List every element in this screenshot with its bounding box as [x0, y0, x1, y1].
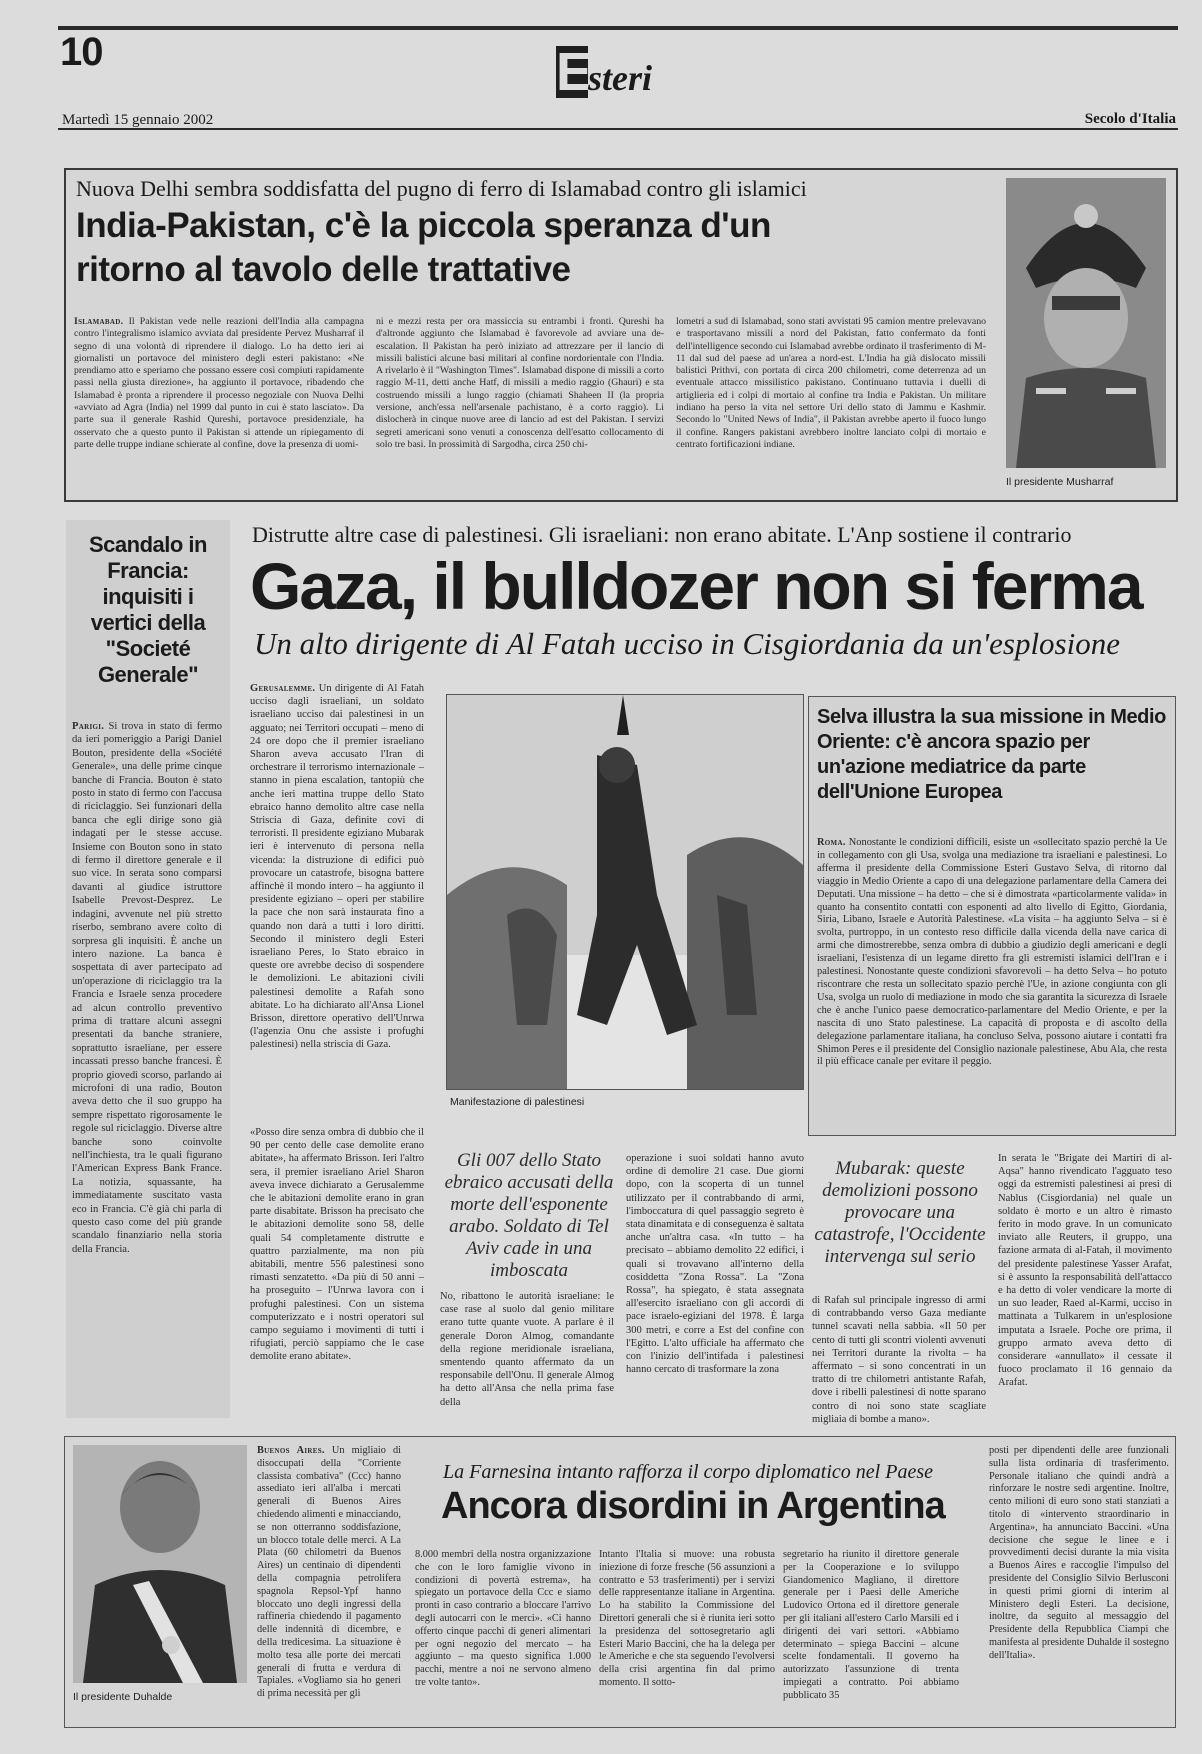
india-headline: India-Pakistan, c'è la piccola speranza d'un ritorno al tavolo delle trattative	[76, 206, 771, 289]
france-dateline: Parigi.	[72, 721, 105, 732]
gaza-pull-quote: Gli 007 dello Stato ebraico accusati della morte dell'esponente arabo. Soldato di Tel Aviv cade in una imboscata	[444, 1150, 614, 1281]
india-col-2: ni e mezzi resta per ora massiccia su entrambi i fronti. Qureshi ha d'altronde aggiunto che Islamabad è favorevole ad avviare una de-escalation. Il Pakistan ha però iniziato ad attrezzare per il lancio di missili balistici alcune basi militari al confine nordorientale con l'India. A rivelarlo è il "Washington Times". Islamabad dispone di missili a corto raggio M-11, detti anche Hatf, di missili a medio raggio (Ghauri) e sta costruendo missili a lungo raggio (chiamati Shaheen II (la propria versione, anch'essa nell'arsenale pachistano, è a corto raggio). Li dislocherà in cinque nuove aree di lancio ad est del Pakistan. I servizi segreti americani sono venuti a conoscenza dell'esatto collocamento di solo tre basi. In prossimità di Sargodha, circa 250 chi-	[376, 316, 664, 450]
selva-dateline: Roma.	[817, 837, 846, 848]
india-dateline: Islamabad.	[74, 316, 124, 327]
duhalde-caption: Il presidente Duhalde	[73, 1691, 173, 1703]
argentina-col-3: Intanto l'Italia si muove: una robusta iniezione di forze fresche (56 assunzioni a contratto e 53 trasferimenti) per i servizi delle rappresentanze italiane in Argentina. Lo ha stabilito la Commissione del Direttori generali che si è riunita ieri sotto la presidenza del sottosegretario agli Esteri Mario Baccini, che ha la delega per le Americhe e che sta seguendo l'evolversi della crisi argentina fin dal primo momento. Il sotto-	[599, 1549, 775, 1688]
argentina-col-2: 8.000 membri della nostra organizzazione che con le loro famiglie vivono in condizioni di povertà estrema», ha spiegato un portavoce della Ccc e siamo pronti in caso contrario a bloccare l'arrivo degli autocarri con le merci». «Ci hanno offerto cinque pacchi di generi alimentari per ogni negozio del mercato – ha aggiunto – ma questo significa 1.000 pacchi, mentre a noi ne servono almeno tre volte tanto».	[415, 1549, 591, 1688]
section-title	[556, 42, 653, 102]
al-aqsa-text: In serata le "Brigate dei Martiri di al-Aqsa" hanno rivendicato l'agguato teso oggi da estremisti palestinesi ai presi di Nablus (Cisgiordania) nel quale un soldato è morto e un altro è rimasto ferito in modo grave. In un comunicato inviato alle Reuters, il gruppo, una fazione armata di al-Fatah, il movimento del presidente palestinese Yasser Arafat, si è assunto la responsabilità dell'attacco e ha detto di voler vendicare la morte di un suo leader, Raed al-Karmi, ucciso in mattinata a Tulkarem in un'esplosione imputata a Israele. Poche ore prima, il gruppo armato aveva detto di considerare «annullato» il cessate il fuoco proclamato il 16 gennaio da Arafat.	[998, 1153, 1172, 1389]
gaza-headline: Gaza, il bulldozer non si ferma	[250, 549, 1142, 623]
duhalde-portrait-illustration	[73, 1445, 247, 1683]
france-text: Parigi. Si trova in stato di fermo da ieri pomeriggio a Parigi Daniel Bouton, presidente della «Société Generale», una delle prime cinque banche di Francia. Bouton è stato posto in stato di fermo con l'accusa di riciclaggio. Sei funzionari della banca che egli dirige sono già indagati per le stesse accuse. Insieme con Bouton sono in stato di fermo il direttore generale e il suo vice. In serata sono comparsi davanti al giudice istruttore Isabelle Prevost-Desprez. Le indagini, avvenute nel più stretto riserbo, sembrano avere colto di sorpresa gli inquisiti. È anche un intero nazione. La banca è sospettata di aver partecipato ad un'operazione di riciclaggio tra la Francia e Israele senza procedere ad alcun controllo preventivo prima di trattare alcuni assegni presentati da banche straniere, soprattutto israeliane, per essere incassati presso banche francesi. È proprio giovedì scorso, parlando ai microfoni di una radio, Bouton aveva detto che il suo gruppo ha sempre rispettato rigorosamente le regole sul riciclaggio. Diverse altre banche sono coinvolte nell'inchiesta, tra le quali figurano l'American Express Bank France. La notizia, squassante, ha immediatamente suscitato vasta eco in Francia. C'è già chi parla di questo caso come del più grande scandalo finanziario nella storia della Francia.	[72, 721, 222, 1255]
mubarak-pull-quote: Mubarak: queste demolizioni possono provocare una catastrofe, l'Occidente intervenga sul serio	[814, 1158, 986, 1267]
newspaper-name: Secolo d'Italia	[1084, 111, 1176, 127]
gaza-dateline: Gerusalemme.	[250, 683, 316, 694]
masthead-top-rule	[58, 26, 1178, 30]
page-number: 10	[60, 30, 103, 74]
selva-headline: Selva illustra la sua missione in Medio Oriente: c'è ancora spazio per un'azione mediatrice da parte dell'Unione Europea	[817, 706, 1166, 803]
india-col-3: lometri a sud di Islamabad, sono stati avvistati 95 camion mentre prelevavano e trasportavano missili a nord del Pakistan, fatto confermato da fonti dell'intelligence secondo cui Islamabad avrebbe ordinato il trasferimento di M-11 dal sud del paese ad un'area a nord-est. L'India ha già dislocato missili balistici Prithvi, con portata di circa 200 chilometri, come deterrenza ad un eventuale attacco missilistico pakistano. Continuano tuttavia i duelli di artiglieria ed i colpi di mortaio al confine tra India e Pakistan. Un militare indiano ha perso la vita nel settore Uri dello stato di Jammu e Kashmir. Secondo lo "United News of India", il Pakistan avrebbe aperto il fuoco lungo il confine. Rangers pakistani avrebbero inoltre lanciato colpi di mortaio e centrato fortificazioni indiane.	[676, 316, 986, 450]
gaza-kicker: Distrutte altre case di palestinesi. Gli israeliani: non erano abitate. L'Anp sostiene il contrario	[252, 522, 1072, 547]
gaza-subheadline: Un alto dirigente di Al Fatah ucciso in Cisgiordania da un'esplosione	[254, 626, 1120, 661]
gaza-col-2: No, ribattono le autorità israeliane: le case rase al suolo dal genio militare erano tutte quante vuote. A parlare è il generale Doron Almog, comandante della regione meridionale israeliana, smentendo quanto affermato da un responsabile dell'Onu. Il generale Almog ha detto all'Ansa che nella prima fase della	[440, 1291, 614, 1408]
mubarak-section	[808, 1146, 1174, 1425]
musharraf-portrait-illustration	[1006, 178, 1166, 468]
france-sidebar	[66, 520, 230, 1418]
musharraf-caption: Il presidente Musharraf	[1006, 476, 1114, 488]
demonstration-caption: Manifestazione di palestinesi	[450, 1096, 585, 1108]
gaza-col-1b: «Posso dire senza ombra di dubbio che il 90 per cento delle case demolite erano abitate», ha affermato Brisson. Ieri l'altro sera, il premier israeliano Ariel Sharon aveva invece dichiarato a Gerusalemme che le abitazioni demolite erano in gran parte disabitate. Brisson ha precisato che le abitazioni demolite sono 58, delle quali 54 completamente distrutte e quattro parzialmente, ma non più abitabili, mentre 556 palestinesi sono rimasti senzatetto. «Da più di 50 anni – ha proseguito – l'Unrwa lavora con i profughi palestinesi. Con un sistema computerizzato e i nostri operatori sul campo seguiamo i movimenti di tutti i rifugiati, perciò sappiamo che le case demolite erano abitate».	[250, 1127, 424, 1363]
section-initial: E	[556, 42, 593, 102]
argentina-headline: Ancora disordini in Argentina	[441, 1485, 945, 1527]
india-col-1: Islamabad. Il Pakistan vede nelle reazioni dell'India alla campagna contro l'integralismo islamico avviata dal presidente Pervez Musharraf il segno di una volontà di riprendere il dialogo. Lo ha detto ieri ai giornalisti un portavoce del ministero degli esteri pakistano: «Ne prendiamo atto e speriamo che possano essere così compiuti rapidamente passi nella giusta direzione», ha aggiunto il portavoce, ribadendo che Islamabad è pronta a riprendere il processo negoziale con Nuova Delhi «avviato ad Agra (India) nel 1999 dal punto in cui è stato lasciato». Da parte sua il generale Rashid Qureshi, portavoce presidenziale, ha osservato che a questo punto il Pakistan si attende un ripiegamento di parte delle truppe indiane schierate al confine, dove la presenza di uomi-	[74, 316, 364, 450]
argentina-col-4: segretario ha riunito il direttore generale per la Cooperazione e lo sviluppo Giandomenico Magliano, il direttore generale per i Paesi delle Americhe Ludovico Ortona ed il direttore generale per gli italiani all'estero Carlo Marsili ed i dirigenti dei vari settori. «Abbiamo determinato – spiega Baccini – alcune scelte fondamentali. Il governo ha autorizzato l'assunzione di trenta impiegati a contratto. Poi abbiamo pubblicato 35	[783, 1549, 959, 1701]
argentina-kicker: La Farnesina intanto rafforza il corpo diplomatico nel Paese	[443, 1461, 933, 1483]
palestinian-demonstration-photo	[446, 694, 804, 1090]
section-rest: steri	[588, 58, 653, 98]
gaza-col-1: Gerusalemme. Un dirigente di Al Fatah ucciso dagli israeliani, un soldato israeliano ucciso dai palestinesi in un agguato; nei Territori occupati – meno di 24 ore dopo che il premier israeliano Sharon aveva accusato l'Iran di orchestrare il terrorismo internazionale – stanno in piena escalation, tantopiù che anche ieri mattina truppe dello Stato ebraico hanno demolito altre case nella Striscia di Gaza, definite covi di terroristi. Il presidente egiziano Mubarak ieri è intervenuto di persona nella vicenda: la distruzione di edifici può provocare un catastrofe, bisogna battere affinchè il mondo intero – ha aggiunto il presidente egiziano – operi per stabilire la pace che non sarà instaurata fino a quando non darà a tutti i loro diritti. Secondo il ministero degli Esteri israeliano Peres, lo Stato ebraico in queste ore avrebbe deciso di sospendere le demolizioni. Le abitazioni civili palestinesi demolite a Rafah sono abitate. Lo ha dichiarato all'Ansa Lionel Brisson, direttore operativo dell'Unrwa (l'agenzia Onu che assiste i profughi palestinesi) nella striscia di Gaza.	[250, 683, 424, 1051]
selva-article	[808, 696, 1176, 1136]
argentina-col-1: Buenos Aires. Un migliaio di disoccupati della "Corriente classista combativa" (Ccc) hanno assediato ieri all'alba i mercati generali di Buenos Aires chiedendo alimenti e minacciando, se non otterranno soddisfazione, un blocco totale delle merci. A La Plata (60 chilometri da Buenos Aires) un centinaio di dipendenti della compagnia petrolifera spagnola Repsol-Ypf hanno bloccato uno degli ingressi della raffineria chiedendo il pagamento delle indennità di dicembre, e della tredicesima. La situazione è molto tesa alle porte dei mercati generali di frutta e verdura di Tapiales. «Vogliamo sia ho generi di prima necessità per gli	[257, 1445, 402, 1700]
musharraf-photo	[1006, 178, 1166, 468]
india-pakistan-article	[64, 168, 1178, 502]
selva-text: Roma. Nonostante le condizioni difficili, esiste un «sollecitato spazio perchè la Ue in collegamento con gli Usa, svolga una mediazione tra israeliani e palestinesi. Lo afferma il presidente della Commissione Esteri Gustavo Selva, di ritorno dal viaggio in Medio Oriente a capo di una delegazione parlamentare della Camera dei Deputati. Una missione – ha detto – che si è dimostrata «particolarmente valida» in quanto ha consentito contatti con esponenti ad alto livello di Egitto, Giordania, Siria, Libano, Israele e Autorità Palestinese. «La visita – ha aggiunto Selva – si è svolta, purtroppo, in un contesto reso difficile dalla vicenda della nave carica di armi che dimostrerebbe, senza ombra di dubbio a giudizio degli americani e degli israeliani, l'esistenza di un legame diretto fra gli estremisti islamici dell'Iran e i palestinesi. Nonostante queste condizioni sfavorevoli – ha detto Selva – ho potuto riscontrare che resta un sollecitato spazio perchè l'Ue, in azione congiunta con gli Usa, svolga un ruolo di mediazione in modo che sia garantita la sicurezza di Israele che è anche l'unico paese democratico-parlamentare del Medio Oriente, e per la nascita di uno Stato palestinese. La capacità di proposta e di ascolto della delegazione parlamentare italiana, ha concluso Selva, possono aiutare i contatti fra Shimon Peres e il presidente del Consiglio nazionale palestinese, Abu Ala, che resta il più efficace canale per evitare il peggio.	[817, 837, 1167, 1068]
argentina-col-5: posti per dipendenti delle aree funzionali sulla lista ordinaria di trasferimento. Personale italiano che quindi andrà a rinforzare le nostre sedi argentine. Inoltre, cento milioni di euro sono stati stanziati a titolo di «intervento straordinario in Argentina», ha annunciato Baccini. «Una decisione che segue le linee e i provvedimenti decisi durante la mia visita a Buenos Aires e raccoglie l'impulso del presidente del Consiglio Silvio Berlusconi in questi primi giorni di interim al Ministero degli Esteri. La decisione, inoltre, da seguito al messaggio del Presidente della Repubblica Ciampi che manifesta al presidente Duhalde il sostegno dell'Italia».	[989, 1445, 1169, 1661]
india-kicker: Nuova Delhi sembra soddisfatta del pugno di ferro di Islamabad contro gli islamici	[76, 176, 807, 201]
argentina-dateline: Buenos Aires.	[257, 1445, 325, 1456]
duhalde-photo	[73, 1445, 247, 1683]
demonstration-illustration	[447, 695, 803, 1089]
gaza-col-3: operazione i suoi soldati hanno avuto ordine di demolire 21 case. Due giorni dopo, con la scoperta di un tunnel utilizzato per il contrabbando di armi, l'imboccatura di quel passaggio segreto è stata dinamitata e di conseguenza è saltata anche un'altra casa. «In tutto – ha precisato – abbiamo demolito 22 edifici, i quali si trovavano all'interno della cosiddetta "Zona Rossa". La "Zona Rossa", ha spiegato, è stata assegnata all'esercito israeliano con gli accordi di pace israelo-egiziani del 1978. È larga 300 metri, e corre a Est del confine con l'Egitto. L'alto ufficiale ha affermato che con l'inizio dell'intifada i palestinesi hanno cercato di trasformare la zona	[626, 1153, 804, 1376]
masthead-bottom-rule	[58, 128, 1178, 130]
mubarak-text: di Rafah sul principale ingresso di armi di contrabbando verso Gaza mediante tunnel scavati nella sabbia. «Il 50 per cento di tutti gli scontri violenti avvenuti nei Territori durante la rivolta – ha affermato – si sono concentrati in un tratto di tre chilometri antistante Rafah, dove i ribelli palestinesi di notte sparano contro di noi sono state scagliate migliaia di bombe a mano».	[812, 1295, 986, 1425]
argentina-article	[64, 1436, 1176, 1728]
issue-date: Martedì 15 gennaio 2002	[62, 112, 214, 128]
france-headline: Scandalo in Francia: inquisiti i vertici della "Societé Generale"	[89, 532, 207, 687]
